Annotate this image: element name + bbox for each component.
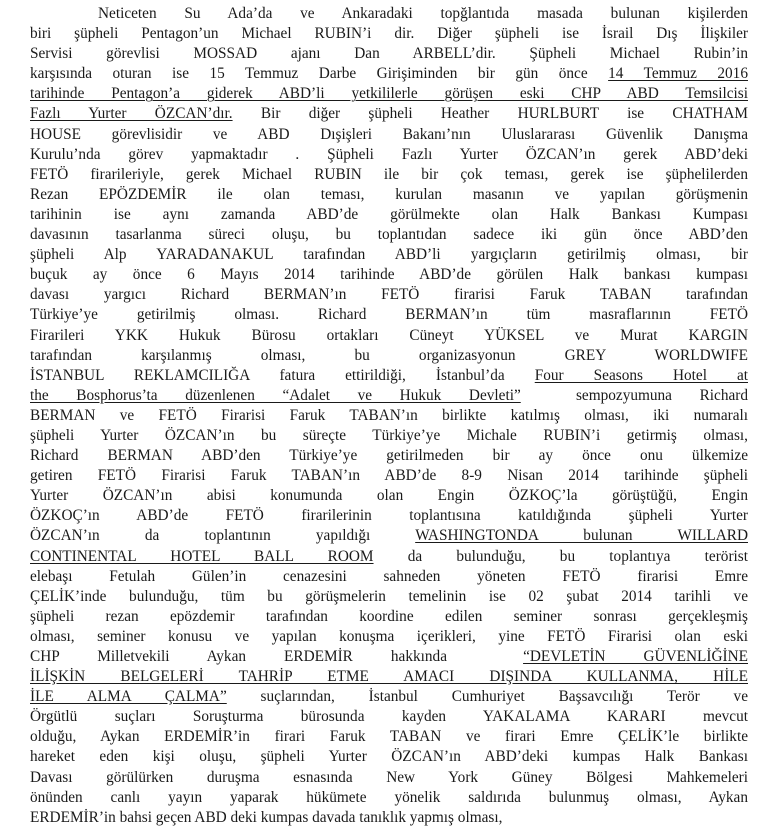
- text-line: [30, 808, 748, 828]
- text-line: [30, 607, 748, 627]
- text-segment: önünden canlı yayın yaparak hükümete yönelik saldırıda bulunmuş olması, Aykan: [30, 788, 748, 806]
- text-segment: ÖZCAN’ın da toplantının yapıldığı: [30, 527, 416, 545]
- underlined-text: 14 Temmuz 2016: [608, 65, 748, 83]
- text-line: [30, 285, 748, 305]
- underlined-text: İLE ALMA ÇALMA”: [30, 688, 227, 706]
- text-line: [30, 587, 748, 607]
- text-segment: elebaşı Fetulah Gülen’in cenazesini sahneden yöneten FETÖ firarisi Emre: [30, 567, 748, 585]
- text-segment: İSTANBUL REKLAMCILIĞA fatura ettirildiği, İstanbul’da: [30, 366, 535, 384]
- text-segment: sempozyumuna Richard: [520, 386, 748, 404]
- text-line: [30, 326, 748, 346]
- text-segment: ÇELİK’inde bulunduğu, tüm bu görüşmelerin temelinin ise 02 şubat 2014 tarihli ve: [30, 587, 748, 605]
- underlined-text: Fazlı Yurter ÖZCAN’dır.: [30, 105, 233, 123]
- text-line: [30, 727, 748, 747]
- text-segment: Bir diğer şüpheli Heather HURLBURT ise CHATHAM: [232, 105, 748, 123]
- text-line: [30, 526, 748, 546]
- text-line: [30, 346, 748, 366]
- text-line: [30, 466, 748, 486]
- text-line: [30, 768, 748, 788]
- text-segment: karşısında oturan ise 15 Temmuz Darbe Girişiminden bir gün önce: [30, 65, 609, 83]
- text-line: [30, 64, 748, 84]
- text-line: [30, 406, 748, 426]
- text-segment: davasının tasarlanma süreci oluşu, bu toplantıdan sadece iki gün önce ABD’den: [30, 226, 748, 244]
- text-segment: Servisi görevlisi MOSSAD ajanı Dan ARBELL’dir. Şüpheli Michael Rubin’in: [30, 45, 748, 63]
- text-segment: Rezan EPÖZDEMİR ile olan teması, kurulan masanın ve yapılan görüşmenin: [30, 185, 748, 203]
- text-segment: suçlarından, İstanbul Cumhuriyet Başsavcılığı Terör ve: [226, 688, 748, 706]
- text-line: [30, 84, 748, 104]
- text-line: [30, 747, 748, 767]
- text-line: [30, 366, 748, 386]
- text-line: [30, 24, 748, 44]
- text-segment: Yurter ÖZCAN’ın abisi konumunda olan Engin ÖZKOÇ’la görüştüğü, Engin: [30, 487, 748, 505]
- text-line: [30, 386, 748, 406]
- text-line: [30, 426, 748, 446]
- text-line: [30, 165, 748, 185]
- text-segment: Kurulu’nda görev yapmaktadır . Şüpheli Fazlı Yurter ÖZCAN’ın gerek ABD’deki: [30, 145, 748, 163]
- text-line: [30, 245, 748, 265]
- text-line: [30, 788, 748, 808]
- text-segment: Firarileri YKK Hukuk Bürosu ortakları Cüneyt YÜKSEL ve Murat KARGIN: [30, 326, 748, 344]
- text-segment: ERDEMİR’in bahsi geçen ABD deki kumpas davada tanıklık yapmış olması,: [30, 808, 503, 826]
- text-line: [30, 265, 748, 285]
- text-segment: Neticeten Su Ada’da ve Ankaradaki topğlantıda masada bulunan kişilerden: [98, 5, 748, 22]
- text-line: [30, 185, 748, 205]
- text-segment: tarafından karşılanmış olması, bu organizasyonun GREY WORLDWIFE: [30, 346, 748, 364]
- text-segment: da bulunduğu, bu toplantıya terörist: [373, 547, 748, 565]
- text-line: [30, 707, 748, 727]
- text-line: [30, 305, 748, 325]
- text-segment: buçuk ay önce 6 Mayıs 2014 tarihinde ABD’de görülen Halk bankası kumpası: [30, 266, 748, 284]
- text-line: [30, 647, 748, 667]
- text-line: [30, 145, 748, 165]
- text-segment: davası yargıcı Richard BERMAN’ın FETÖ firarisi Faruk TABAN tarafından: [30, 286, 748, 304]
- text-segment: getiren FETÖ Firarisi Faruk TABAN’ın ABD’de 8-9 Nisan 2014 tarihinde şüpheli: [30, 467, 748, 485]
- text-segment: Türkiye’ye getirilmiş olması. Richard BERMAN’ın tüm masraflarının FETÖ: [30, 306, 748, 324]
- text-line: [30, 486, 748, 506]
- text-line: [30, 567, 748, 587]
- text-line: [30, 4, 748, 24]
- text-segment: ÖZKOÇ’ın ABD’de FETÖ firarilerinin toplantısına katıldığında şüpheli Yurter: [30, 507, 748, 525]
- text-line: [30, 125, 748, 145]
- text-line: [30, 104, 748, 124]
- underlined-text: “DEVLETİN GÜVENLİĞİNE: [523, 648, 748, 665]
- text-segment: olduğu, Aykan ERDEMİR’in firari Faruk TABAN ve firari Emre ÇELİK’le birlikte: [30, 728, 748, 746]
- text-segment: HOUSE görevlisidir ve ABD Dışişleri Bakanı’nın Uluslararası Güvenlik Danışma: [30, 125, 748, 143]
- text-segment: Örgütlü suçları Soruşturma bürosunda kayden YAKALAMA KARARI mevcut: [30, 708, 748, 726]
- text-segment: biri şüpheli Pentagon’un Michael RUBIN’i dir. Diğer şüpheli ise İsrail Dış İlişkiler: [30, 25, 748, 43]
- text-line: [30, 446, 748, 466]
- text-segment: Richard BERMAN ABD’den Türkiye’ye getirilmeden bir ay önce onu ülkemize: [30, 447, 748, 465]
- text-segment: BERMAN ve FETÖ Firarisi Faruk TABAN’ın birlikte katılmış olması, iki numaralı: [30, 406, 748, 424]
- text-line: [30, 547, 748, 567]
- text-line: [30, 627, 748, 647]
- underlined-text: the Bosphorus’ta düzenlenen “Adalet ve Hukuk Devleti”: [30, 386, 521, 404]
- underlined-text: CONTINENTAL HOTEL BALL ROOM: [30, 547, 374, 565]
- text-segment: şüpheli rezan epözdemir tarafından koordine edilen seminer sonrası gerçekleşmiş: [30, 607, 748, 625]
- text-line: [30, 225, 748, 245]
- text-segment: tarihinin ise aynı zamanda ABD’de görülmekte olan Halk Bankası Kumpası: [30, 205, 748, 223]
- underlined-text: İLİŞKİN BELGELERİ TAHRİP ETME AMACI DIŞINDA KULLANMA, HİLE: [30, 668, 748, 686]
- text-segment: hareket eden kişi oluşu, şüpheli Yurter ÖZCAN’ın ABD’deki kumpas Halk Bankası: [30, 748, 748, 766]
- text-line: [30, 667, 748, 687]
- text-segment: FETÖ firarileriyle, gerek Michael RUBIN ile bir çok teması, gerek ise şüphelilerden: [30, 165, 748, 183]
- underlined-text: Four Seasons Hotel at: [534, 366, 748, 384]
- text-line: [30, 205, 748, 225]
- text-line: [30, 687, 748, 707]
- text-segment: şüpheli Yurter ÖZCAN’ın bu süreçte Türkiye’ye Michale RUBIN’i getirmiş olması,: [30, 426, 748, 444]
- text-segment: olması, seminer konusu ve yapılan konuşma içerikleri, yine FETÖ Firarisi olan eski: [30, 627, 748, 645]
- text-segment: CHP Milletvekili Aykan ERDEMİR hakkında: [30, 648, 524, 665]
- text-segment: şüpheli Alp YARADANAKUL tarafından ABD’li yargıçların getirilmiş olması, bir: [30, 246, 748, 264]
- underlined-text: tarihinde Pentagon’a giderek ABD’li yetkililerle görüşen eski CHP ABD Temsilcisi: [30, 85, 748, 103]
- text-line: [30, 506, 748, 526]
- text-segment: Davası görülürken duruşma esnasında New York Güney Bölgesi Mahkemeleri: [30, 768, 748, 786]
- underlined-text: WASHINGTONDA bulunan WILLARD: [415, 527, 748, 545]
- text-line: [30, 44, 748, 64]
- body-paragraph: [30, 4, 748, 828]
